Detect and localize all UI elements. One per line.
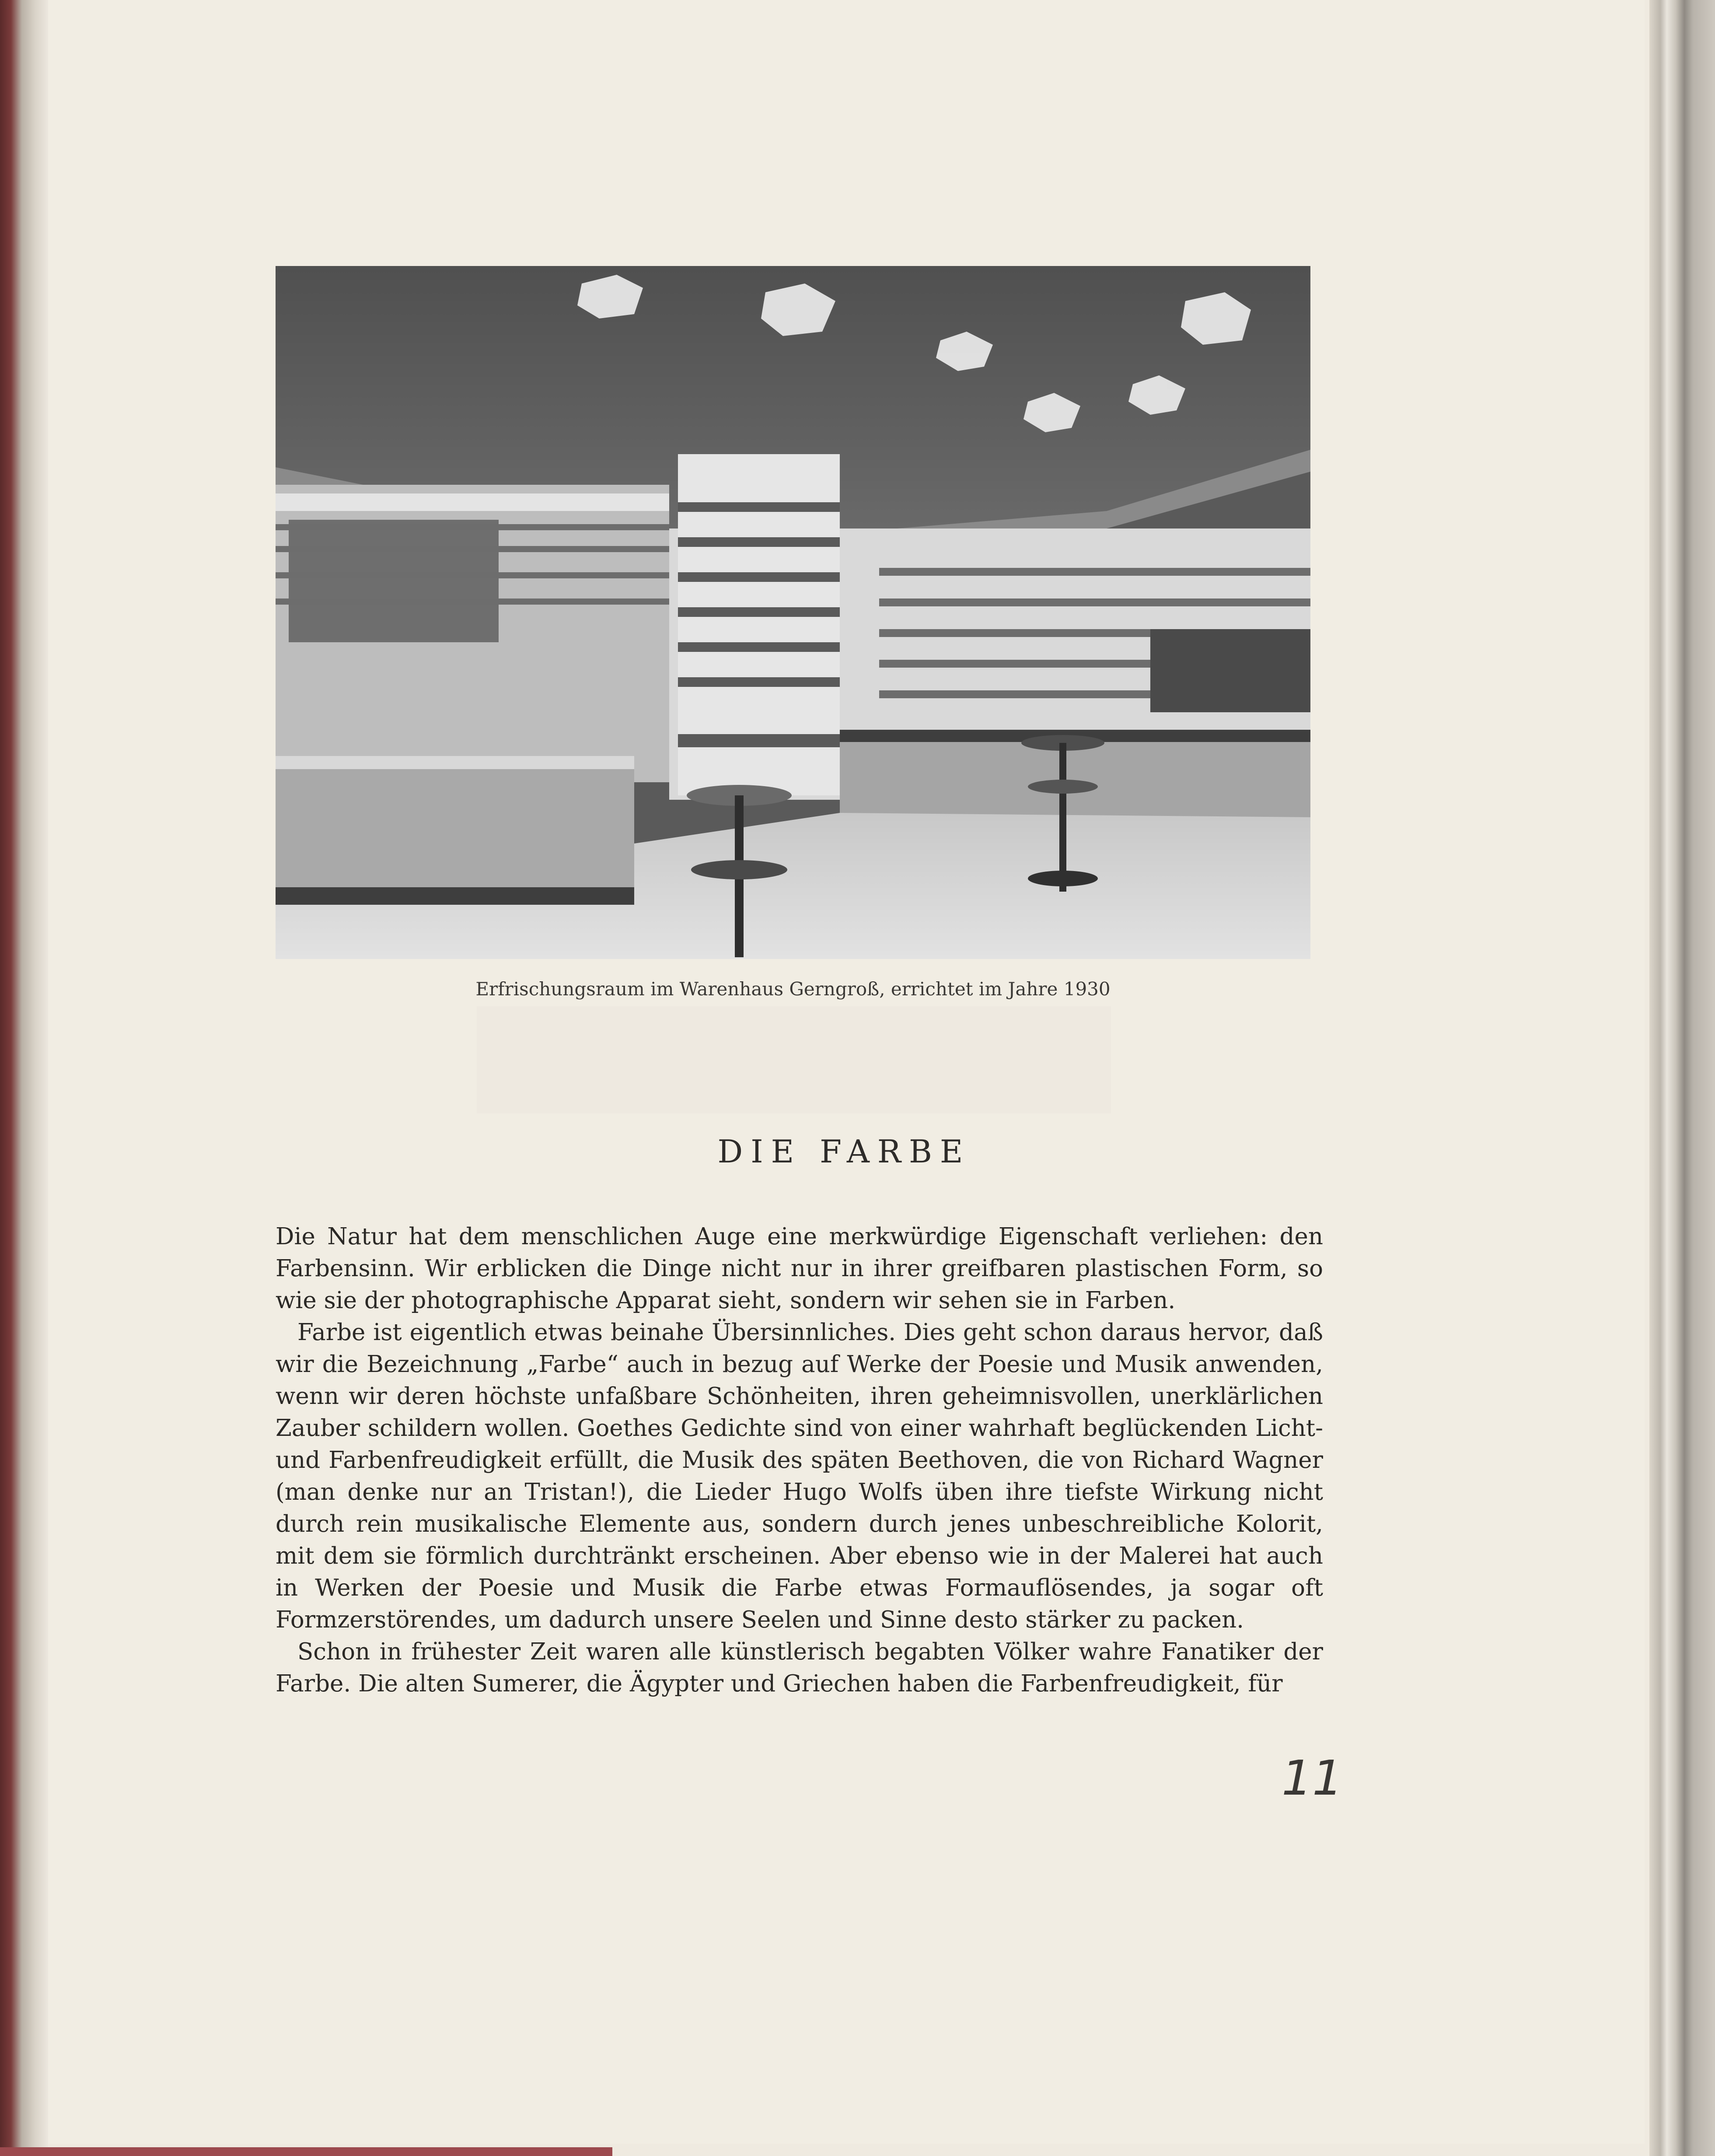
page-number: 11 bbox=[1282, 1750, 1343, 1806]
paragraph-3: Schon in frühester Zeit waren alle künstlerisch begabten Völker wahre Fanatiker der Farbe. Die alten Sumerer, die Ägypter und Griechen haben die Farbenfreudigkeit, für bbox=[276, 1638, 1323, 1697]
page-smudge bbox=[477, 1006, 1111, 1113]
body-text bbox=[276, 1221, 1323, 1700]
paragraph-1: Die Natur hat dem menschlichen Auge eine merkwürdige Eigenschaft verliehen: den Farbensinn. Wir erblicken die Dinge nicht nur in ihrer greifbaren plastischen Form, so wie sie der photographische Apparat sieht, sondern wir sehen sie in Farben. bbox=[276, 1223, 1323, 1314]
photo-illustration bbox=[276, 266, 1310, 959]
book-edge-right bbox=[1649, 0, 1715, 2156]
photo-caption: Erfrischungsraum im Warenhaus Gerngroß, errichtet im Jahre 1930 bbox=[475, 978, 1111, 1000]
section-title: DIE FARBE bbox=[717, 1133, 971, 1170]
cover-edge bbox=[0, 2147, 612, 2156]
paragraph-2: Farbe ist eigentlich etwas beinahe Übersinnliches. Dies geht schon daraus hervor, daß wir die Bezeichnung „Farbe“ auch in bezug auf Werke der Poesie und Musik anwenden, wenn wir deren höchste unfaßbare Schönheiten, ihren geheimnisvollen, unerklärlichen Zauber schildern wollen. Goethes Gedichte sind von einer wahrhaft beglückenden Licht- und Farbenfreudigkeit erfüllt, die Musik des späten Beethoven, die von Richard Wagner (man denke nur an Tristan!), die Lieder Hugo Wolfs üben ihre tiefste Wirkung nicht durch rein musikalische Elemente aus, sondern durch jenes unbeschreibliche Kolorit, mit dem sie förmlich durchtränkt erscheinen. Aber ebenso wie in der Malerei hat auch in Werken der Poesie und Musik die Farbe etwas Formauflösendes, ja sogar oft Formzerstörendes, um dadurch unsere Seelen und Sinne desto stärker zu packen. bbox=[276, 1319, 1323, 1633]
book-spine-left bbox=[0, 0, 48, 2156]
photo-refreshment-room bbox=[276, 266, 1310, 959]
